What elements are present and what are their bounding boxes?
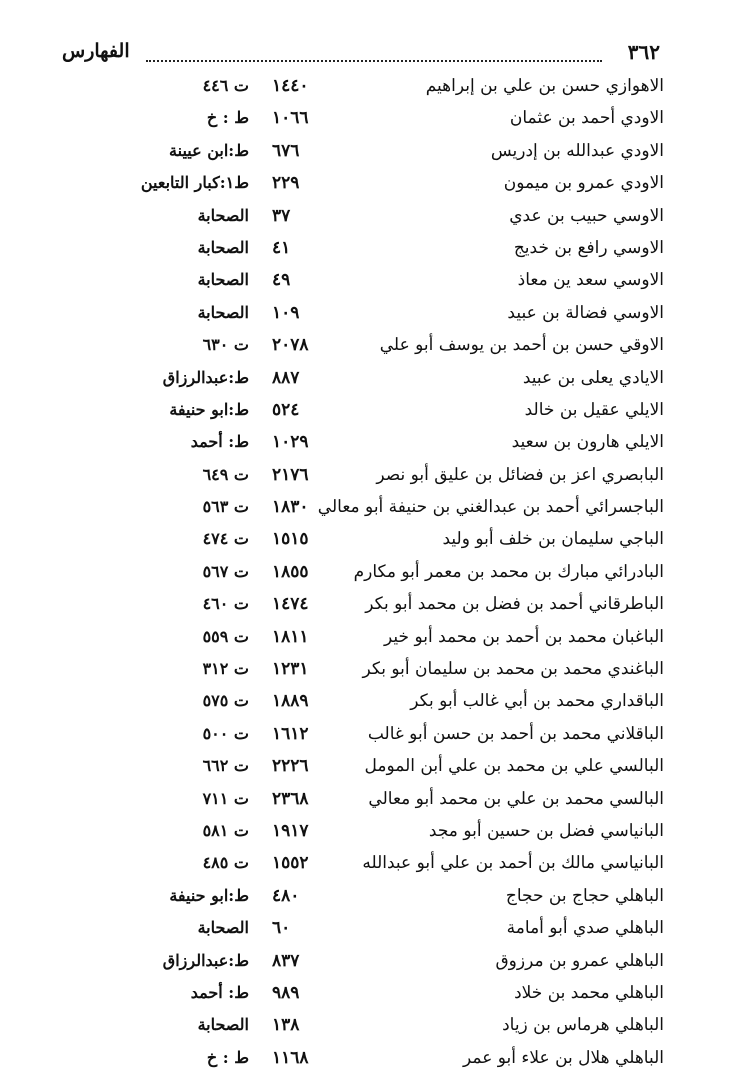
index-entry (0, 396, 746, 428)
entry-reference: ت ٤٤٦ (202, 76, 249, 95)
entry-number: ١٨١١ (272, 626, 309, 647)
entry-name: الاودي عبدالله بن إدريس (490, 140, 664, 161)
entry-number: ٤٩ (272, 270, 291, 291)
index-entry (0, 331, 746, 363)
entry-name: الباجي سليمان بن خلف أبو وليد (442, 529, 664, 550)
index-entry (0, 169, 746, 201)
entry-number: ١٠٦٦ (272, 108, 309, 129)
entry-name: الباهلي صدي أبو أمامة (506, 918, 664, 939)
entry-number: ١٣٨ (272, 1015, 300, 1036)
entry-name: البالسي علي بن محمد بن علي أبن المومل (364, 756, 664, 777)
entry-name: الاوسي حبيب بن عدي (509, 205, 664, 226)
entry-reference: ط:ابن عيينة (169, 140, 249, 160)
entry-reference: ت ٥٧٥ (202, 691, 249, 711)
entry-number: ٢١٧٦ (272, 464, 309, 485)
entry-reference: ت ٦٤٩ (202, 464, 249, 484)
entry-reference: ت ٥٠٠ (202, 723, 249, 743)
entry-name: الباطرقاني أحمد بن فضل بن محمد أبو بكر (365, 594, 664, 615)
entry-number: ١٤٧٤ (272, 594, 309, 615)
index-entry (0, 461, 746, 493)
index-entry (0, 299, 746, 331)
entry-number: ١٨٨٩ (272, 691, 309, 712)
index-entry (0, 687, 746, 719)
entry-reference: ط: أحمد (190, 432, 249, 452)
entry-name: الايلي هارون بن سعيد (511, 432, 664, 453)
entry-reference: الصحابة (197, 1015, 249, 1035)
entry-name: الاوقي حسن بن أحمد بن يوسف أبو علي (379, 335, 664, 356)
entry-number: ١٠٢٩ (272, 432, 309, 453)
entry-number: ١٤٤٠ (272, 76, 309, 96)
entry-number: ٤١ (272, 237, 291, 258)
entry-name: الايادي يعلى بن عبيد (522, 367, 664, 388)
page-number: ٣٦٢ (627, 40, 660, 64)
entry-name: الباغندي محمد بن محمد بن سليمان أبو بكر (362, 659, 664, 680)
entry-number: ٩٨٩ (272, 982, 300, 1003)
index-entry (0, 558, 746, 590)
index-entry (0, 202, 746, 234)
index-entry (0, 623, 746, 655)
entry-number: ٨٣٧ (272, 950, 300, 971)
entry-number: ١٥٥٢ (272, 853, 309, 874)
index-entry (0, 234, 746, 266)
entry-reference: ت ٣١٢ (202, 659, 249, 679)
entry-reference: ط:ابو حنيفة (169, 885, 249, 905)
index-entry (0, 104, 746, 136)
index-entries (0, 72, 746, 1076)
entry-name: الاهوازي حسن بن علي بن إبراهيم (425, 76, 664, 96)
index-entry (0, 428, 746, 460)
index-entry (0, 1044, 746, 1076)
entry-reference: ت ٦٦٢ (202, 756, 249, 776)
page-header (62, 36, 660, 70)
entry-name: الباقلاني محمد بن أحمد بن حسن أبو غالب (367, 723, 664, 744)
entry-reference: الصحابة (197, 270, 249, 290)
index-entry (0, 590, 746, 622)
entry-reference: ت ٥٥٩ (202, 626, 249, 646)
index-entry (0, 817, 746, 849)
entry-name: البانياسي فضل بن حسين أبو مجد (428, 820, 664, 841)
entry-number: ١٨٣٠ (272, 497, 309, 518)
entry-number: ١١٦٨ (272, 1047, 309, 1068)
index-entry (0, 266, 746, 298)
entry-reference: ط١:كبار التابعين (140, 173, 249, 193)
page-title: الفهارس (62, 40, 130, 62)
entry-name: الباهلي محمد بن خلاد (514, 982, 664, 1003)
entry-number: ١٠٩ (272, 302, 300, 323)
index-entry (0, 947, 746, 979)
entry-number: ٦٧٦ (272, 140, 300, 161)
entry-number: ٦٠ (272, 918, 291, 939)
entry-reference: ط:عبدالرزاق (162, 367, 249, 387)
entry-number: ٥٢٤ (272, 399, 300, 420)
entry-name: البابصري اعز بن فضائل بن عليق أبو نصر (376, 464, 664, 485)
entry-reference: ت ٥٦٧ (202, 561, 249, 581)
entry-number: ١٩١٧ (272, 820, 309, 841)
entry-number: ٢٣٦٨ (272, 788, 309, 809)
index-entry (0, 849, 746, 881)
entry-name: الباغبان محمد بن أحمد بن محمد أبو خير (384, 626, 664, 647)
entry-reference: ت ٤٨٥ (202, 853, 249, 873)
index-entry (0, 882, 746, 914)
entry-reference: ت ٤٧٤ (202, 529, 249, 549)
entry-name: الايلي عقيل بن خالد (524, 399, 664, 420)
entry-reference: ط : خ (206, 1047, 249, 1067)
entry-name: الباجسرائي أحمد بن عبدالغني بن حنيفة أبو معالي (317, 497, 664, 518)
entry-name: الاودي أحمد بن عثمان (509, 108, 664, 129)
entry-reference: الصحابة (197, 918, 249, 938)
entry-name: الاوسي سعد ين معاذ (517, 270, 664, 291)
index-entry (0, 720, 746, 752)
entry-number: ١٨٥٥ (272, 561, 309, 582)
entry-name: الباهلي هرماس بن زياد (502, 1015, 664, 1036)
header-dot-leader (146, 46, 602, 62)
entry-reference: ط:ابو حنيفة (169, 399, 249, 419)
entry-number: ٢٠٧٨ (272, 335, 309, 356)
entry-name: الباقداري محمد بن أبي غالب أبو بكر (410, 691, 664, 712)
entry-reference: ت ٧١١ (202, 788, 249, 808)
entry-reference: ت ٦٣٠ (202, 335, 249, 355)
index-entry (0, 72, 746, 104)
entry-reference: ت ٥٨١ (202, 820, 249, 840)
entry-number: ٢٢٩ (272, 173, 300, 194)
entry-reference: الصحابة (197, 237, 249, 257)
entry-number: ٨٨٧ (272, 367, 300, 388)
index-entry (0, 979, 746, 1011)
entry-reference: ط:عبدالرزاق (162, 950, 249, 970)
entry-number: ١٢٣١ (272, 659, 309, 680)
entry-reference: ط : خ (206, 108, 249, 128)
entry-number: ٤٨٠ (272, 885, 300, 906)
index-entry (0, 493, 746, 525)
index-entry (0, 655, 746, 687)
entry-number: ٢٢٢٦ (272, 756, 309, 777)
entry-number: ٣٧ (272, 205, 291, 226)
entry-reference: ط: أحمد (190, 982, 249, 1002)
entry-name: الباهلي حجاج بن حجاج (505, 885, 664, 906)
index-entry (0, 137, 746, 169)
entry-number: ١٦١٢ (272, 723, 309, 744)
entry-name: البالسي محمد بن علي بن محمد أبو معالي (368, 788, 664, 809)
index-entry (0, 364, 746, 396)
entry-name: الباهلي عمرو بن مرزوق (495, 950, 664, 971)
entry-name: الاوسي فضالة بن عبيد (507, 302, 664, 323)
entry-name: الاودي عمرو بن ميمون (503, 173, 664, 194)
index-entry (0, 525, 746, 557)
entry-name: البادرائي مبارك بن محمد بن معمر أبو مكارم (353, 561, 664, 582)
index-entry (0, 914, 746, 946)
entry-reference: الصحابة (197, 205, 249, 225)
index-entry (0, 1011, 746, 1043)
entry-name: البانياسي مالك بن أحمد بن علي أبو عبدالله (362, 853, 664, 874)
index-entry (0, 785, 746, 817)
entry-name: الباهلي هلال بن علاء أبو عمر (463, 1047, 664, 1068)
entry-name: الاوسي رافع بن خديج (513, 237, 664, 258)
entry-reference: ت ٤٦٠ (202, 594, 249, 614)
entry-reference: ت ٥٦٣ (202, 497, 249, 517)
entry-reference: الصحابة (197, 302, 249, 322)
index-entry (0, 752, 746, 784)
entry-number: ١٥١٥ (272, 529, 309, 550)
